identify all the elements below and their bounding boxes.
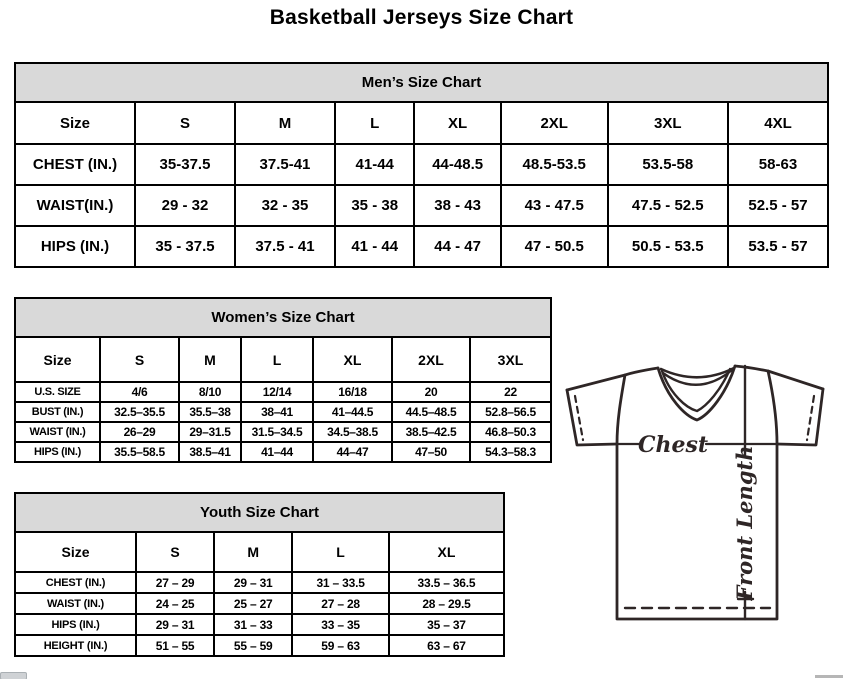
row-label: WAIST(IN.)	[15, 185, 135, 226]
column-header: 2XL	[501, 102, 608, 144]
row-label: HIPS (IN.)	[15, 442, 100, 462]
size-value-cell: 38.5–42.5	[392, 422, 470, 442]
size-value-cell: 38.5–41	[179, 442, 241, 462]
size-value-cell: 44 - 47	[414, 226, 500, 267]
table-row	[15, 572, 504, 593]
row-label: WAIST (IN.)	[15, 422, 100, 442]
table-row	[15, 185, 828, 226]
column-header: S	[136, 532, 214, 572]
column-header: Size	[15, 532, 136, 572]
size-value-cell: 43 - 47.5	[501, 185, 608, 226]
column-header: Size	[15, 337, 100, 382]
size-value-cell: 27 – 29	[136, 572, 214, 593]
womens-size-chart-table	[14, 297, 552, 463]
column-header: 3XL	[470, 337, 551, 382]
table-row	[15, 593, 504, 614]
column-header: Size	[15, 102, 135, 144]
size-value-cell: 41–44.5	[313, 402, 392, 422]
scrollbar-fragment-right[interactable]	[815, 675, 843, 678]
front-length-label: Front Length	[732, 445, 757, 601]
column-header: 2XL	[392, 337, 470, 382]
size-value-cell: 31 – 33	[214, 614, 292, 635]
column-header-row	[15, 532, 504, 572]
row-label: HIPS (IN.)	[15, 614, 136, 635]
size-value-cell: 32.5–35.5	[100, 402, 179, 422]
size-value-cell: 28 – 29.5	[389, 593, 504, 614]
size-value-cell: 27 – 28	[292, 593, 389, 614]
size-value-cell: 59 – 63	[292, 635, 389, 656]
size-value-cell: 22	[470, 382, 551, 402]
size-value-cell: 37.5 - 41	[235, 226, 335, 267]
size-value-cell: 35 - 37.5	[135, 226, 235, 267]
size-value-cell: 46.8–50.3	[470, 422, 551, 442]
column-header: 3XL	[608, 102, 728, 144]
size-value-cell: 35.5–38	[179, 402, 241, 422]
row-label: HEIGHT (IN.)	[15, 635, 136, 656]
column-header: L	[241, 337, 313, 382]
size-value-cell: 47.5 - 52.5	[608, 185, 728, 226]
row-label: CHEST (IN.)	[15, 572, 136, 593]
row-label: U.S. SIZE	[15, 382, 100, 402]
row-label: WAIST (IN.)	[15, 593, 136, 614]
table-caption-row	[15, 298, 551, 337]
row-label: CHEST (IN.)	[15, 144, 135, 185]
chest-label: Chest	[637, 432, 709, 458]
size-value-cell: 25 – 27	[214, 593, 292, 614]
table-row	[15, 382, 551, 402]
table-row	[15, 402, 551, 422]
scrollbar-thumb-left[interactable]	[0, 672, 27, 679]
column-header-row	[15, 102, 828, 144]
youth-size-chart-table	[14, 492, 505, 657]
size-value-cell: 8/10	[179, 382, 241, 402]
column-header: 4XL	[728, 102, 828, 144]
table-title: Youth Size Chart	[15, 493, 504, 532]
row-label: BUST (IN.)	[15, 402, 100, 422]
row-label: HIPS (IN.)	[15, 226, 135, 267]
column-header: L	[335, 102, 415, 144]
table-title: Women’s Size Chart	[15, 298, 551, 337]
size-value-cell: 34.5–38.5	[313, 422, 392, 442]
size-value-cell: 31.5–34.5	[241, 422, 313, 442]
table-row	[15, 614, 504, 635]
size-value-cell: 20	[392, 382, 470, 402]
table-row	[15, 635, 504, 656]
size-value-cell: 53.5 - 57	[728, 226, 828, 267]
size-value-cell: 29–31.5	[179, 422, 241, 442]
size-value-cell: 38 - 43	[414, 185, 500, 226]
size-value-cell: 41-44	[335, 144, 415, 185]
size-value-cell: 35.5–58.5	[100, 442, 179, 462]
size-value-cell: 47 - 50.5	[501, 226, 608, 267]
size-value-cell: 29 – 31	[214, 572, 292, 593]
mens-size-chart-table	[14, 62, 829, 268]
size-value-cell: 35 – 37	[389, 614, 504, 635]
size-value-cell: 50.5 - 53.5	[608, 226, 728, 267]
column-header: S	[100, 337, 179, 382]
table-row	[15, 226, 828, 267]
size-value-cell: 44–47	[313, 442, 392, 462]
size-value-cell: 52.5 - 57	[728, 185, 828, 226]
size-value-cell: 52.8–56.5	[470, 402, 551, 422]
size-value-cell: 24 – 25	[136, 593, 214, 614]
right-cuff-dashed-line	[807, 396, 814, 440]
table-caption-row	[15, 493, 504, 532]
size-value-cell: 47–50	[392, 442, 470, 462]
size-value-cell: 16/18	[313, 382, 392, 402]
column-header: M	[214, 532, 292, 572]
column-header: XL	[389, 532, 504, 572]
size-value-cell: 44.5–48.5	[392, 402, 470, 422]
size-value-cell: 55 – 59	[214, 635, 292, 656]
size-value-cell: 41–44	[241, 442, 313, 462]
size-value-cell: 53.5-58	[608, 144, 728, 185]
column-header: M	[235, 102, 335, 144]
size-value-cell: 31 – 33.5	[292, 572, 389, 593]
size-value-cell: 32 - 35	[235, 185, 335, 226]
column-header: XL	[313, 337, 392, 382]
table-row	[15, 442, 551, 462]
size-value-cell: 51 – 55	[136, 635, 214, 656]
size-value-cell: 38–41	[241, 402, 313, 422]
size-value-cell: 58-63	[728, 144, 828, 185]
column-header: S	[135, 102, 235, 144]
size-value-cell: 44-48.5	[414, 144, 500, 185]
table-title: Men’s Size Chart	[15, 63, 828, 102]
size-value-cell: 37.5-41	[235, 144, 335, 185]
size-value-cell: 12/14	[241, 382, 313, 402]
size-value-cell: 29 - 32	[135, 185, 235, 226]
size-value-cell: 63 – 67	[389, 635, 504, 656]
size-value-cell: 26–29	[100, 422, 179, 442]
size-value-cell: 4/6	[100, 382, 179, 402]
size-value-cell: 35-37.5	[135, 144, 235, 185]
jersey-measurement-diagram	[555, 356, 840, 672]
size-value-cell: 48.5-53.5	[501, 144, 608, 185]
page-title: Basketball Jerseys Size Chart	[269, 6, 574, 29]
column-header-row	[15, 337, 551, 382]
table-row	[15, 144, 828, 185]
size-value-cell: 41 - 44	[335, 226, 415, 267]
size-value-cell: 29 – 31	[136, 614, 214, 635]
column-header: L	[292, 532, 389, 572]
table-caption-row	[15, 63, 828, 102]
column-header: M	[179, 337, 241, 382]
jersey-outline	[567, 368, 658, 390]
table-row	[15, 422, 551, 442]
column-header: XL	[414, 102, 500, 144]
size-value-cell: 35 - 38	[335, 185, 415, 226]
size-value-cell: 33.5 – 36.5	[389, 572, 504, 593]
size-value-cell: 54.3–58.3	[470, 442, 551, 462]
size-value-cell: 33 – 35	[292, 614, 389, 635]
